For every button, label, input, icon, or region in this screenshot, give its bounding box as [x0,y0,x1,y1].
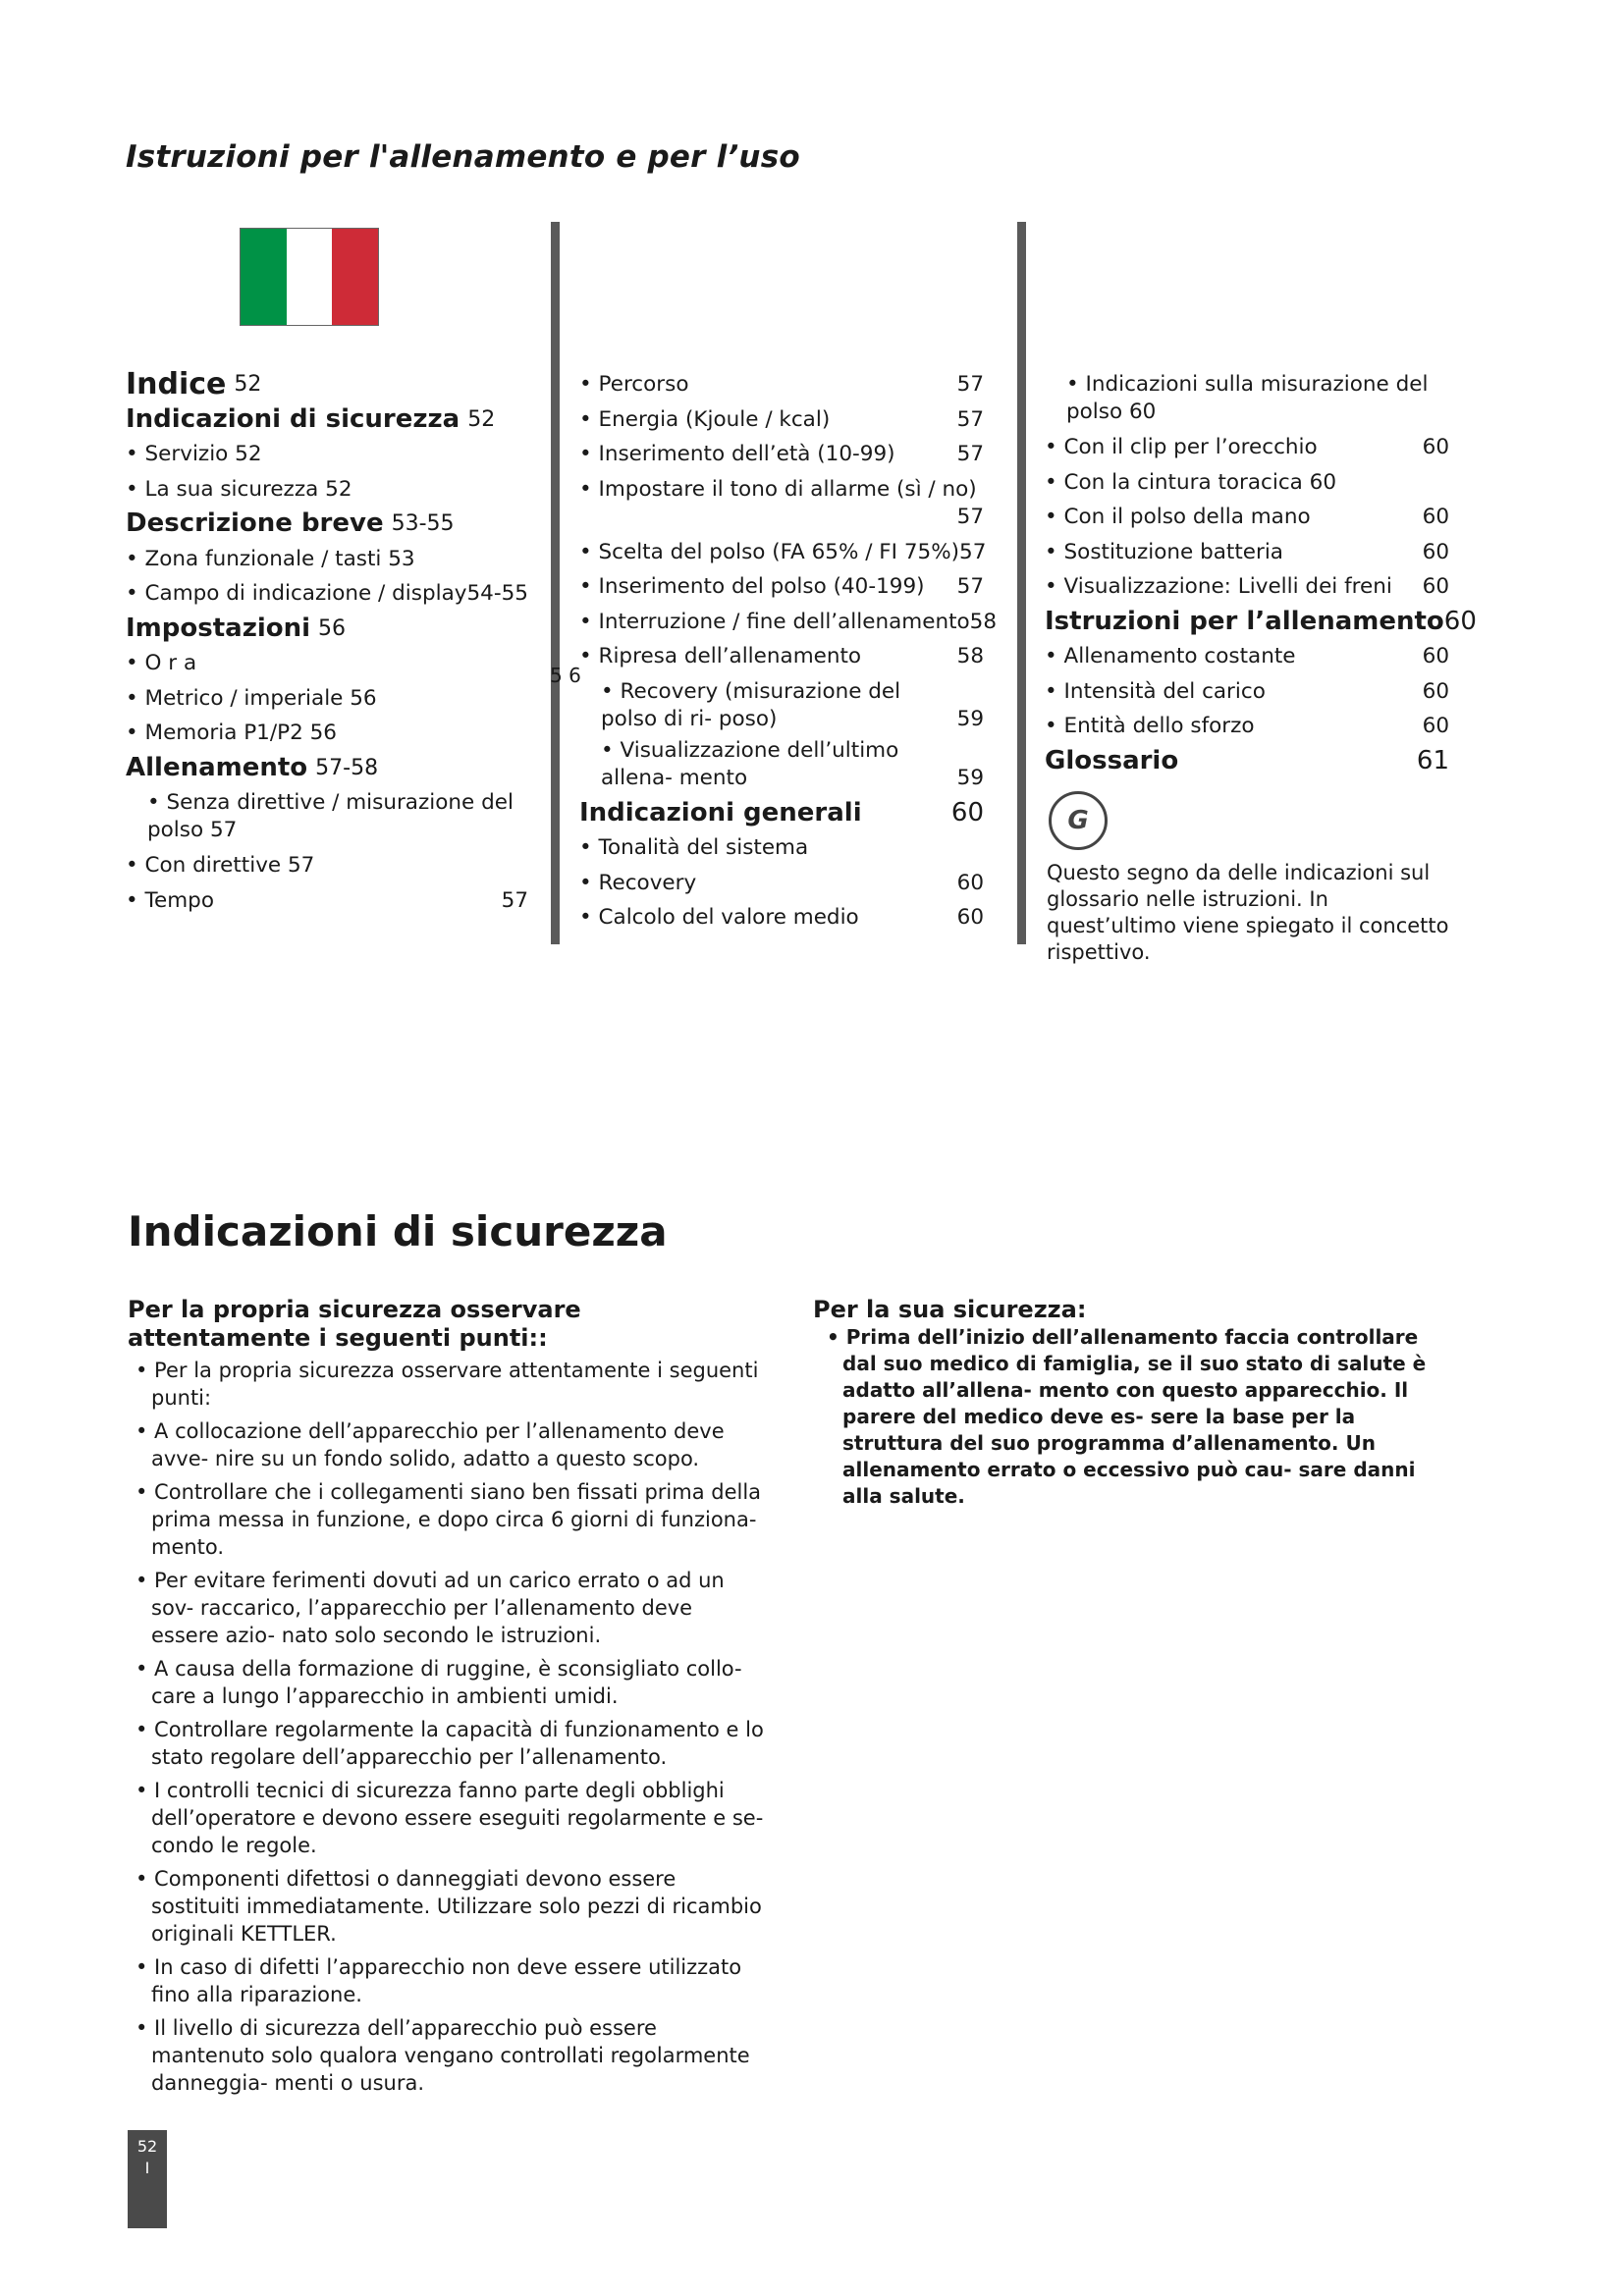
toc-item-page: 60 [1422,435,1449,459]
safety-list-item: • In caso di difetti l’apparecchio non deve essere utilizzato fino alla riparazione. [135,1955,742,2006]
italian-flag-icon [240,228,379,326]
toc-item-text: • Senza direttive / misurazione del polso 57 [147,790,514,842]
toc-heading-page: 53-55 [391,511,455,536]
toc-item-text: • Calcolo del valore medio [579,905,859,930]
toc-heading-text: Allenamento [126,752,308,782]
toc-item-text: • Tonalità del sistema [579,835,809,860]
toc-item [1045,709,1449,744]
toc-item [579,535,987,570]
toc-item-text: Istruzioni per l’allenamento [1045,606,1444,636]
safety-list-item: • Il livello di sicurezza dell’apparecchio può essere mantenuto solo qualora vengano controllati regolarmente danneggia- menti o usura. [135,2016,750,2095]
toc-item [1045,371,1449,426]
toc-item-page: 60 [1422,678,1449,704]
safety-list-item: • Controllare regolarmente la capacità di funzionamento e lo stato regolare dell’apparecchio per l’allenamento. [135,1718,764,1769]
toc-item [1045,535,1449,570]
toc-item-page: 58 [956,644,984,668]
toc-heading [579,796,984,831]
toc-item-text: • Indicazioni sulla misurazione del polso 60 [1066,372,1429,424]
toc-item-page: 57 [956,504,984,529]
toc-item-text: • Servizio 52 [126,442,262,466]
toc-item [126,646,528,681]
toc-item-page: 57 [956,574,984,599]
toc-item-page: 60 [1422,539,1449,564]
toc-item-page: 57 [956,442,984,466]
section-title: Indicazioni di sicurezza [128,1207,668,1255]
toc-item [1045,465,1449,501]
toc-item-text: • Memoria P1/P2 56 [126,721,337,745]
toc-item-page: 61 [1416,745,1449,775]
safety-list-item: • A causa della formazione di ruggine, è sconsigliato collo- care a lungo l’apparecchio in ambienti umidi. [135,1657,742,1708]
toc-heading-page: 52 [234,372,262,397]
column-divider [551,222,560,944]
toc-item [1045,639,1449,674]
toc-item-text: • Allenamento costante [1045,644,1296,668]
safety-list-item: • Per evitare ferimenti dovuti ad un carico errato o ad un sov- raccarico, l’apparecchio per l’allenamento deve essere azio- nato solo secondo le istruzioni. [135,1569,725,1647]
toc-item [579,830,984,866]
toc-item-text: • Scelta del polso (FA 65% / FI 75%)57 [579,539,987,564]
toc-heading-text: Impostazioni [126,613,311,643]
safety-left-heading: Per la propria sicurezza osservare attentamente i seguenti punti:: [128,1296,581,1352]
toc-item-text: • Inserimento dell’età (10-99) [579,442,895,466]
page-language: I [144,2159,150,2177]
page-number: 52 [136,2137,158,2156]
toc-column-3 [1045,367,1477,778]
column-divider [1017,222,1026,944]
toc-item-page: 57 [956,406,984,432]
toc-item [579,569,984,605]
toc-item-text: • Metrico / imperiale 56 [126,685,377,711]
toc-item-text: • La sua sicurezza 52 [126,476,352,502]
toc-item-page: 60 [1443,606,1477,636]
toc-item-text: • Visualizzazione: Livelli dei freni [1045,574,1392,599]
toc-heading [1045,744,1449,779]
toc-item [1045,674,1449,710]
toc-item-text: • Energia (Kjoule / kcal) [579,406,831,432]
safety-left-list [128,1357,766,2097]
toc-heading [126,612,528,647]
toc-item-text: Glossario [1045,745,1179,775]
toc-item [579,900,984,935]
toc-item [126,437,528,472]
toc-item [126,883,528,919]
flag-white-stripe [287,229,333,325]
toc-item-page: 59 [956,765,984,790]
toc-item-text: • Campo di indicazione / display54-55 [126,581,528,606]
toc-heading [126,402,528,438]
flag-green-stripe [241,229,287,325]
toc-item [579,476,984,531]
toc-heading-page: 52 [467,406,496,432]
toc-item [579,402,984,438]
safety-list-item: • Componenti difettosi o danneggiati devono essere sostituiti immediatamente. Utilizzare solo pezzi di ricambio originali KETTLER. [135,1867,762,1946]
toc-item-page: 60 [1422,644,1449,668]
toc-item [579,605,998,640]
toc-column-1 [126,367,528,918]
toc-item [579,437,984,472]
toc-heading-text: Descrizione breve [126,508,384,538]
toc-item-text: • Interruzione / fine dell’allenamento [579,609,970,634]
safety-right-column [813,1296,1451,1510]
toc-item-page: 60 [950,797,984,828]
glossary-g-icon: G [1049,791,1108,850]
toc-item [1045,430,1449,465]
toc-item-text: • Visualizzazione dell’ultimo allena- mento [601,737,899,790]
toc-item-page: 59 [956,706,984,731]
toc-item-text: • Tempo [126,887,214,913]
toc-item [1045,500,1449,535]
safety-list-item: • Prima dell’inizio dell’allenamento faccia controllare dal suo medico di famiglia, se il suo stato di salute è adatto all’allena- mento con questo apparecchio. Il parere del medico deve es- sere la base per la struttura del suo programma d’allenamento. Un allenamento errato o eccessivo può cau- sare danni alla salute. [827,1325,1427,1508]
toc-item [579,737,984,792]
toc-item-text: • Percorso [579,372,689,397]
toc-item [1045,569,1449,605]
toc-item [126,542,528,577]
toc-heading-text: Indicazioni di sicurezza [126,403,460,434]
glossary-note: Questo segno da delle indicazioni sul glossario nelle istruzioni. In quest’ultimo viene spiegato il concetto rispettivo. [1047,861,1449,964]
toc-item-page: 60 [1422,574,1449,599]
toc-item [126,789,528,844]
stray-page-digits: 5 6 [550,664,581,687]
safety-list-item: • I controlli tecnici di sicurezza fanno parte degli obblighi dell’operatore e devono essere eseguiti regolarmente e se- condo le regole. [135,1779,764,1857]
page-header-title: Istruzioni per l'allenamento e per l’uso [126,139,800,175]
flag-red-stripe [332,229,378,325]
toc-item [126,472,528,507]
toc-item-text: • Con la cintura toracica 60 [1045,469,1337,495]
toc-item [126,576,528,612]
toc-item-page: 60 [956,870,984,895]
toc-item-text: • Con il polso della mano [1045,505,1311,529]
safety-right-list [813,1324,1451,1510]
toc-item [579,678,984,733]
toc-item-text: • Inserimento del polso (40-199) [579,574,925,599]
toc-heading-text: Indice [126,367,227,401]
toc-item [579,367,984,402]
toc-item [579,866,984,901]
toc-item [126,681,528,717]
toc-heading [1045,605,1477,640]
toc-item-text: • Con direttive 57 [126,853,315,878]
toc-item-text: • O r a [126,651,197,675]
toc-heading-page: 56 [318,615,347,641]
toc-heading [126,507,528,542]
toc-item-text: • Zona funzionale / tasti 53 [126,546,415,571]
toc-item-page: 60 [1422,505,1449,529]
toc-item-text: Indicazioni generali [579,797,862,828]
toc-item [579,639,984,674]
toc-heading [126,751,528,786]
safety-list-item: • Controllare che i collegamenti siano ben fissati prima della prima messa in funzione, e dopo circa 6 giorni di funziona- mento. [135,1480,762,1559]
toc-item-page: 58 [969,609,998,634]
toc-item-text: • Recovery [579,870,697,895]
toc-column-2 [579,367,998,935]
toc-item-text: • Entità dello sforzo [1045,714,1255,738]
safety-right-heading: Per la sua sicurezza: [813,1296,1087,1323]
safety-left-column [128,1296,766,2103]
toc-item-text: • Recovery (misurazione del polso di ri- poso) [601,678,901,731]
toc-item-page: 60 [1422,714,1449,738]
toc-item-page: 57 [956,372,984,397]
toc-item-text: • Con il clip per l’orecchio [1045,435,1318,459]
toc-item-text: • Intensità del carico [1045,678,1266,704]
toc-item-page: 57 [501,887,528,913]
safety-list-item: • A collocazione dell’apparecchio per l’allenamento deve avve- nire su un fondo solido, adatto a questo scopo. [135,1419,725,1470]
toc-item-page: 60 [956,905,984,930]
toc-item-text: • Ripresa dell’allenamento [579,644,862,668]
toc-heading [126,367,528,402]
toc-item-text: • Sostituzione batteria [1045,539,1283,564]
toc-item-text: • Impostare il tono di allarme (sì / no) [579,476,977,502]
page-number-tab [128,2130,167,2228]
toc-heading-page: 57-58 [315,755,379,780]
safety-list-item: • Per la propria sicurezza osservare attentamente i seguenti punti: [135,1359,759,1410]
toc-item [126,848,528,883]
toc-item [126,716,528,751]
